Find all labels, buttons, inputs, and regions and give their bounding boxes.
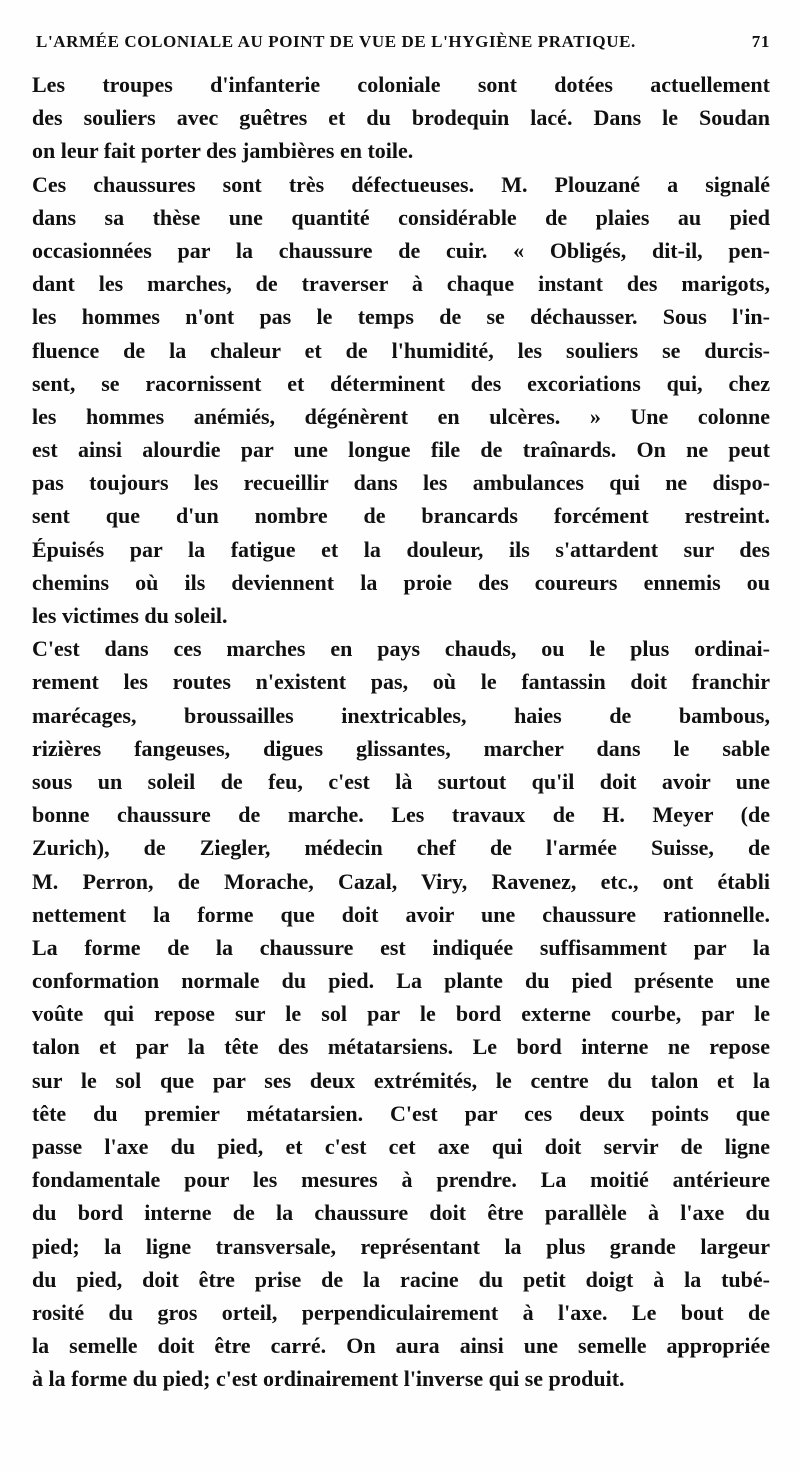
text-line: dant les marches, de traverser à chaque instant des marigots, [32, 271, 770, 297]
text-line: passe l'axe du pied, et c'est cet axe qui doit servir de ligne [32, 1134, 770, 1159]
page-number: 71 [751, 32, 770, 51]
text-line: fluence de la chaleur et de l'humidité, les souliers se durcis- [32, 337, 770, 363]
text-line: sur le sol que par ses deux extrémités, le centre du talon et la [32, 1067, 770, 1093]
text-line: bonne chaussure de marche. Les travaux de H. Meyer (de [32, 802, 770, 828]
text-line: M. Perron, de Morache, Cazal, Viry, Ravenez, etc., ont établi [32, 868, 770, 894]
text-line: du bord interne de la chaussure doit être parallèle à l'axe du [32, 1200, 770, 1226]
text-line: Ces chaussures sont très défectueuses. M. Plouzané a signalé [32, 171, 770, 197]
text-line: les victimes du soleil. [32, 603, 228, 628]
text-line: tête du premier métatarsien. C'est par ces deux points que [32, 1100, 770, 1126]
text-line: voûte qui repose sur le sol par le bord externe courbe, par le [32, 1001, 770, 1027]
text-line: on leur fait porter des jambières en toile. [32, 138, 414, 164]
text-line: sous un soleil de feu, c'est là surtout qu'il doit avoir une [32, 768, 770, 794]
text-line: Épuisés par la fatigue et la douleur, ils s'attardent sur des [32, 536, 770, 562]
page-header [30, 32, 770, 60]
text-line: conformation normale du pied. La plante du pied présente une [32, 968, 770, 994]
text-line: La forme de la chaussure est indiquée suffisamment par la [32, 934, 770, 960]
text-line: fondamentale pour les mesures à prendre. La moitié antérieure [32, 1167, 770, 1193]
text-line: rosité du gros orteil, perpendiculairement à l'axe. Le bout de [32, 1299, 770, 1325]
text-line: nettement la forme que doit avoir une chaussure rationnelle. [32, 901, 770, 927]
text-line: C'est dans ces marches en pays chauds, ou le plus ordinai- [32, 636, 770, 662]
text-line: marécages, broussailles inextricables, haies de bambous, [32, 702, 770, 728]
text-line: Les troupes d'infanterie coloniale sont dotées actuellement [32, 72, 770, 97]
text-line: dans sa thèse une quantité considérable de plaies au pied [32, 204, 770, 230]
text-line: les hommes n'ont pas le temps de se déchausser. Sous l'in- [32, 304, 770, 330]
text-line: chemins où ils deviennent la proie des coureurs ennemis ou [32, 569, 770, 595]
text-line: la semelle doit être carré. On aura ainsi une semelle appropriée [32, 1333, 770, 1359]
text-line: occasionnées par la chaussure de cuir. « Obligés, dit-il, pen- [32, 237, 770, 263]
text-line: des souliers avec guêtres et du brodequin lacé. Dans le Soudan [32, 105, 770, 131]
text-line: pied; la ligne transversale, représentant la plus grande largeur [32, 1233, 770, 1259]
body-text [32, 68, 770, 1396]
text-line: Zurich), de Ziegler, médecin chef de l'armée Suisse, de [32, 835, 770, 861]
text-line: est ainsi alourdie par une longue file de traînards. On ne peut [32, 437, 770, 463]
text-line: du pied, doit être prise de la racine du petit doigt à la tubé- [32, 1266, 770, 1292]
text-line: sent, se racornissent et déterminent des excoriations qui, chez [32, 370, 770, 396]
running-title: L'ARMÉE COLONIALE AU POINT DE VUE DE L'HYGIÈNE PRATIQUE. [36, 32, 636, 51]
text-line: rizières fangeuses, digues glissantes, marcher dans le sable [32, 735, 770, 761]
text-line: à la forme du pied; c'est ordinairement l'inverse qui se produit. [32, 1366, 625, 1392]
text-line: les hommes anémiés, dégénèrent en ulcères. » Une colonne [32, 403, 770, 429]
text-line: rement les routes n'existent pas, où le fantassin doit franchir [32, 669, 770, 695]
text-line: sent que d'un nombre de brancards forcément restreint. [32, 503, 770, 529]
text-line: pas toujours les recueillir dans les ambulances qui ne dispo- [32, 470, 770, 496]
text-line: talon et par la tête des métatarsiens. Le bord interne ne repose [32, 1034, 770, 1060]
